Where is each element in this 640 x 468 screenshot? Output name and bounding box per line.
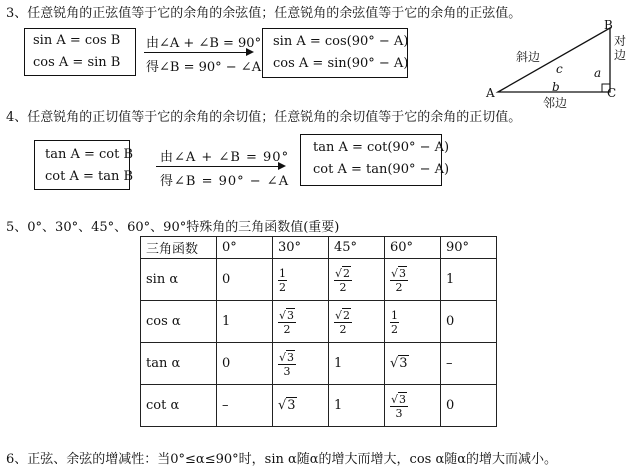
- angle-condition-top: 由∠A + ∠B = 90°: [146, 36, 262, 51]
- value-cell: [273, 259, 329, 301]
- value-cell: –: [441, 343, 497, 385]
- value-cell: –: [217, 385, 273, 427]
- value-cell: 0: [441, 385, 497, 427]
- value-cell: [385, 343, 441, 385]
- formula-line: cot A = tan B: [45, 169, 134, 184]
- formula-line: tan A = cot(90° − A): [313, 140, 450, 155]
- table-header-cell: 0°: [217, 237, 273, 259]
- table-row-cos: [141, 301, 497, 343]
- angle-condition-bottom: 得∠B = 90° − ∠A: [160, 174, 290, 189]
- value-cell: 1: [329, 385, 385, 427]
- section-6-heading: 6、正弦、余弦的增减性：当0°≤α≤90°时，sin α随α的增大而增大，cos α随α的增大而减小。: [6, 452, 558, 467]
- special-angle-table: [140, 236, 497, 427]
- value-cell: 0: [217, 259, 273, 301]
- value-cell: 0: [441, 301, 497, 343]
- fraction: $\frac{√2}{2}$: [335, 309, 351, 336]
- angle-condition-top: 由∠A + ∠B = 90°: [160, 150, 290, 165]
- side-c-label: c: [556, 62, 563, 76]
- vertex-c-label: C: [607, 86, 617, 100]
- table-header-cell: 30°: [273, 237, 329, 259]
- value-cell: [329, 301, 385, 343]
- table-header-cell: 60°: [385, 237, 441, 259]
- value-cell: 0: [217, 343, 273, 385]
- function-name-cell: cot α: [141, 385, 217, 427]
- value-cell: [273, 385, 329, 427]
- formula-line: tan A = cot B: [45, 147, 134, 162]
- formula-line: sin A = cos B: [33, 33, 121, 48]
- complementary-tan-cot-box: [34, 140, 134, 190]
- vertex-a-label: A: [486, 86, 495, 100]
- formula-line: cos A = sin B: [33, 55, 121, 70]
- fraction: $\frac{√3}{3}$: [279, 351, 295, 378]
- table-header-cell: 90°: [441, 237, 497, 259]
- fraction: $\frac{√2}{2}$: [335, 267, 351, 294]
- complementary-sin-cos-box: [24, 28, 136, 76]
- formula-line: cos A = sin(90° − A): [273, 56, 409, 71]
- adjacent-side-label: 邻边: [543, 96, 568, 110]
- hypotenuse-label: 斜边: [516, 50, 541, 64]
- table-header-cell: 三角函数: [141, 237, 217, 259]
- table-row-sin: [141, 259, 497, 301]
- complementary-tan-result-box: [300, 134, 450, 186]
- fraction: $\frac{√3}{2}$: [279, 309, 295, 336]
- side-b-label: b: [552, 80, 560, 94]
- fraction: $\frac{√3}{2}$: [391, 267, 407, 294]
- angle-condition-bottom: 得∠B = 90° − ∠A: [146, 60, 262, 75]
- section-4-heading: 4、任意锐角的正切值等于它的余角的余切值；任意锐角的余切值等于它的余角的正切值。: [6, 110, 522, 125]
- table-header-cell: 45°: [329, 237, 385, 259]
- fraction: $\frac{1}{2}$: [391, 309, 398, 336]
- table-row-cot: [141, 385, 497, 427]
- side-a-label: a: [594, 66, 602, 80]
- value-cell: [273, 343, 329, 385]
- value-cell: [385, 301, 441, 343]
- derivation-arrow: [156, 166, 284, 167]
- value-cell: [329, 259, 385, 301]
- function-name-cell: sin α: [141, 259, 217, 301]
- value-cell: 1: [217, 301, 273, 343]
- table-header-row: [141, 237, 497, 259]
- complementary-result-box: [262, 28, 408, 78]
- value-cell: [385, 259, 441, 301]
- function-name-cell: cos α: [141, 301, 217, 343]
- function-name-cell: tan α: [141, 343, 217, 385]
- fraction: $\frac{√3}{3}$: [391, 393, 407, 420]
- section-3-heading: 3、任意锐角的正弦值等于它的余角的余弦值；任意锐角的余弦值等于它的余角的正弦值。: [6, 6, 522, 21]
- value-cell: [273, 301, 329, 343]
- fraction: $\frac{1}{2}$: [279, 267, 286, 294]
- derivation-arrow: [144, 52, 252, 53]
- vertex-b-label: B: [604, 18, 613, 32]
- table-row-tan: [141, 343, 497, 385]
- value-cell: 1: [441, 259, 497, 301]
- value-cell: [385, 385, 441, 427]
- square-root: √3: [278, 398, 296, 413]
- formula-line: sin A = cos(90° − A): [273, 34, 409, 49]
- formula-line: cot A = tan(90° − A): [313, 162, 450, 177]
- value-cell: 1: [329, 343, 385, 385]
- square-root: √3: [390, 356, 408, 371]
- section-5-heading: 5、0°、30°、45°、60°、90°特殊角的三角函数值(重要): [6, 220, 340, 235]
- opposite-side-label: 对边: [614, 34, 627, 62]
